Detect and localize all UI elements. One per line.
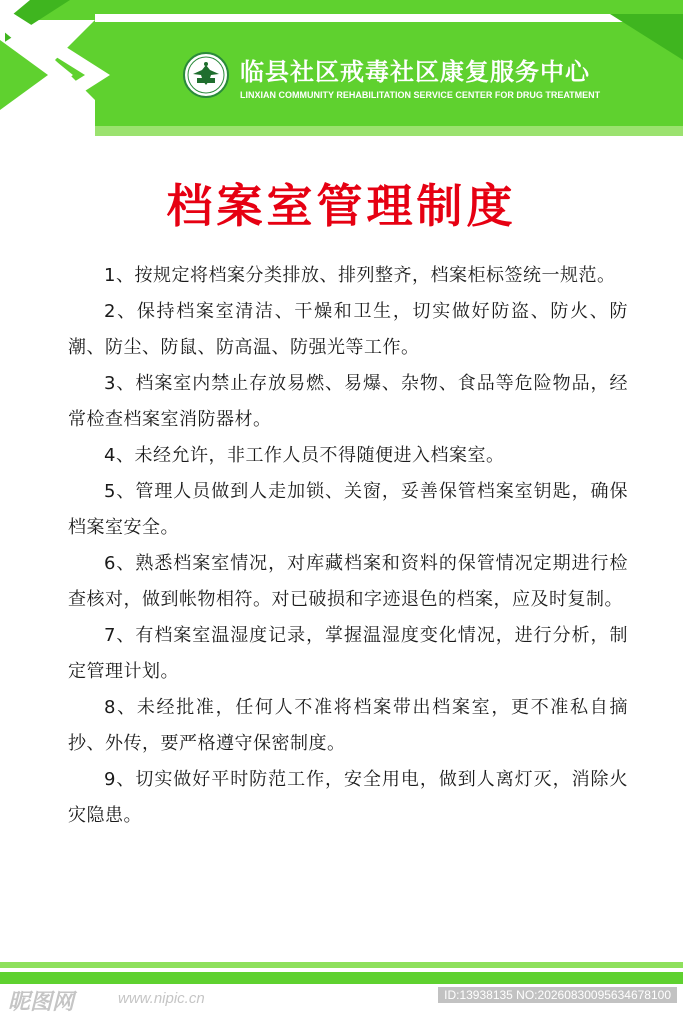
watermark-site-name: 昵图网 <box>8 990 75 1015</box>
rule-item: 1、按规定将档案分类排放、排列整齐，档案柜标签统一规范。 <box>104 265 616 286</box>
rule-item: 6、熟悉档案室情况，对库藏档案和资料的保管情况定期进行检查核对，做到帐物相符。对已破损和字迹退色的档案，应及时复制。 <box>68 553 628 610</box>
rule-item: 9、切实做好平时防范工作，安全用电，做到人离灯灭，消除火灾隐患。 <box>68 769 628 826</box>
rule-item: 3、档案室内禁止存放易燃、易爆、杂物、食品等危险物品，经常检查档案室消防器材。 <box>68 373 628 430</box>
rule-item: 4、未经允许，非工作人员不得随便进入档案室。 <box>104 445 505 466</box>
header-banner <box>0 0 683 150</box>
footer-stripe-light <box>0 962 683 968</box>
rules-list <box>68 258 628 834</box>
rule-item: 8、未经批准，任何人不准将档案带出档案室，更不准私自摘抄、外传，要严格遵守保密制度。 <box>68 697 628 754</box>
rule-item: 5、管理人员做到人走加锁、关窗，妥善保管档案室钥匙，确保档案室安全。 <box>68 481 628 538</box>
watermark-url: www.nipic.cn <box>118 990 205 1007</box>
footer-stripe-main <box>0 972 683 984</box>
org-name-en: LINXIAN COMMUNITY REHABILITATION SERVICE CENTER FOR DRUG TREATMENT <box>240 90 601 100</box>
rule-item: 7、有档案室温湿度记录，掌握温湿度变化情况，进行分析，制定管理计划。 <box>68 625 628 682</box>
org-name-cn: 临县社区戒毒社区康复服务中心 <box>240 58 590 86</box>
eagle-emblem-icon <box>183 52 229 98</box>
rule-item: 2、保持档案室清洁、干燥和卫生，切实做好防盗、防火、防潮、防尘、防鼠、防高温、防强光等工作。 <box>68 301 628 358</box>
watermark-id: ID:13938135 NO:20260830095634678100 <box>438 987 677 1003</box>
page-title: 档案室管理制度 <box>166 179 517 233</box>
